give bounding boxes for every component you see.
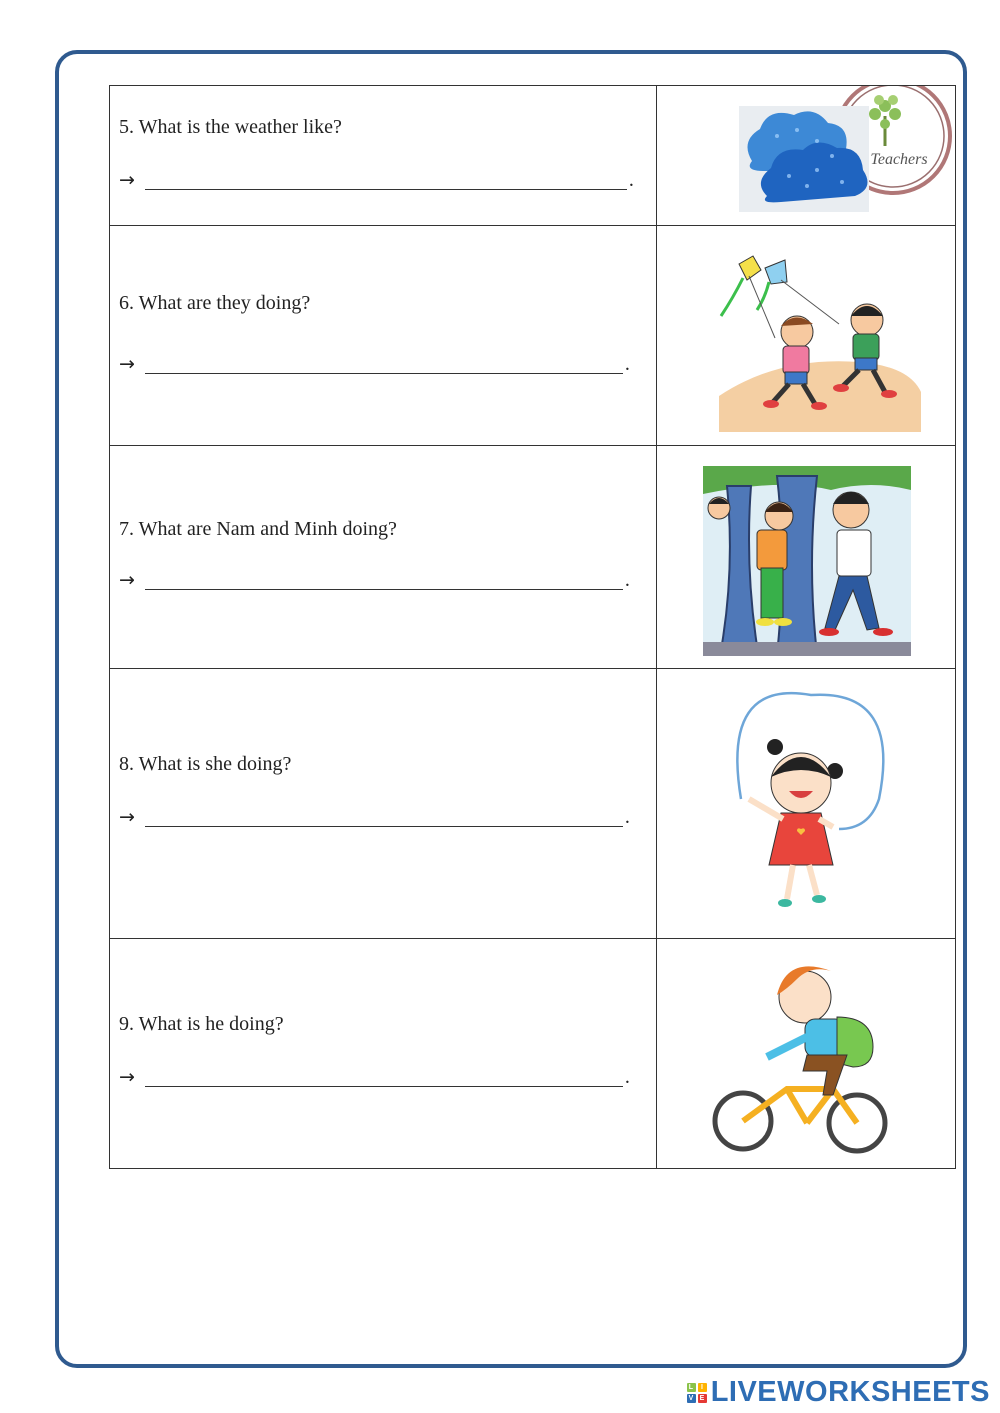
question-row-5 (110, 86, 956, 226)
picture-cell (657, 939, 956, 1169)
arrow-icon: → (119, 353, 135, 375)
question-row-7 (110, 446, 956, 669)
answer-line (119, 170, 634, 190)
arrow-icon: → (119, 569, 135, 591)
flying-kites-image (657, 226, 953, 444)
answer-input-9[interactable] (145, 1067, 623, 1087)
question-cell (110, 446, 657, 669)
answer-input-6[interactable] (145, 354, 623, 374)
answer-input-7[interactable] (145, 570, 623, 590)
answer-period: . (624, 806, 630, 828)
answer-line (119, 354, 630, 374)
svg-text:Teachers: Teachers (870, 151, 928, 168)
skipping-rope-image (657, 669, 953, 937)
answer-line (119, 807, 630, 827)
brand-name: LIVEWORKSHEETS (710, 1376, 990, 1408)
arrow-icon: → (119, 1066, 135, 1088)
question-cell (110, 226, 657, 446)
question-cell (110, 669, 657, 939)
picture-cell (657, 669, 956, 939)
question-text: 9. What is he doing? (119, 1013, 284, 1035)
picture-cell (657, 86, 956, 226)
answer-line (119, 570, 630, 590)
picture-cell (657, 446, 956, 669)
answer-period: . (624, 1066, 630, 1088)
question-row-9 (110, 939, 956, 1169)
hide-and-seek-image (657, 446, 953, 667)
question-text: 7. What are Nam and Minh doing? (119, 518, 397, 540)
worksheet-table (109, 85, 956, 1169)
answer-period: . (628, 169, 634, 191)
question-row-8 (110, 669, 956, 939)
liveworksheets-footer[interactable] (687, 1376, 990, 1409)
question-cell (110, 939, 657, 1169)
answer-period: . (624, 353, 630, 375)
question-cell (110, 86, 657, 226)
arrow-icon: → (119, 169, 135, 191)
answer-period: . (624, 569, 630, 591)
question-text: 5. What is the weather like? (119, 116, 342, 138)
question-text: 6. What are they doing? (119, 292, 311, 314)
liveworksheets-logo-icon: L I V E (688, 1383, 705, 1402)
answer-line (119, 1067, 630, 1087)
answer-input-8[interactable] (145, 807, 623, 827)
question-row-6 (110, 226, 956, 446)
arrow-icon: → (119, 806, 135, 828)
cloudy-weather-image (657, 86, 953, 224)
picture-cell (657, 226, 956, 446)
riding-bike-image (657, 939, 953, 1167)
answer-input-5[interactable] (145, 170, 627, 190)
question-text: 8. What is she doing? (119, 753, 292, 775)
